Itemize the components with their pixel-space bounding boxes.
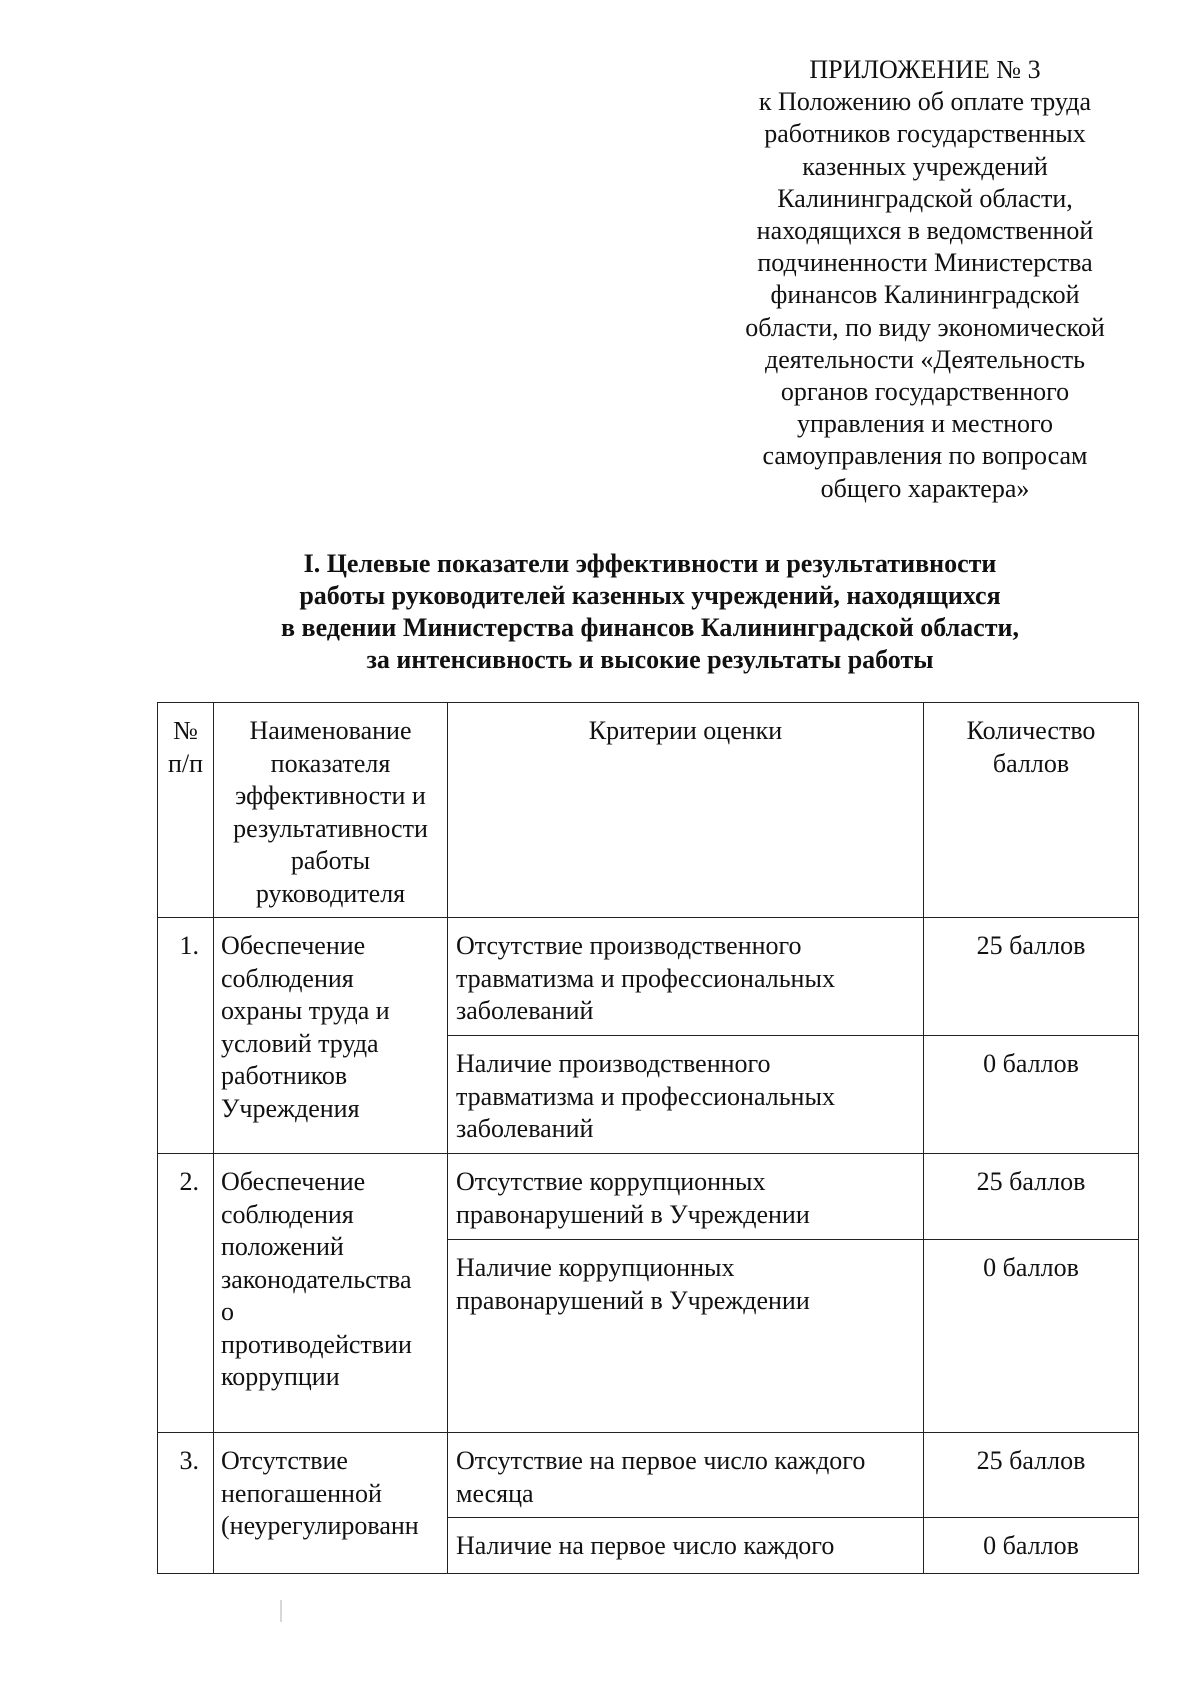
criteria-line: заболеваний [456,996,594,1025]
header-name-line: эффективности и [235,781,426,810]
appendix-line: финансов Калининградской [770,280,1080,310]
indicator-name-line: Отсутствие [221,1446,348,1475]
header-name-line: показателя [270,748,391,778]
points-cell: 0 баллов [924,1518,1139,1574]
indicator-name-line: соблюдения [221,1199,354,1229]
criteria-line: Наличие коррупционных [456,1253,735,1282]
appendix-line: деятельности «Деятельность [765,344,1085,374]
criteria-cell [448,918,924,1036]
indicator-name-line: противодействии [221,1329,412,1359]
criteria-line: правонарушений в Учреждении [456,1199,810,1229]
points-cell: 25 баллов [924,918,1139,1036]
header-points-line: баллов [992,748,1070,778]
criteria-cell [448,1154,924,1240]
points-cell: 25 баллов [924,1154,1139,1240]
appendix-line: самоуправления по вопросам [762,441,1088,471]
header-name-line: работы [290,846,371,875]
heading-line: I. Целевые показатели эффективности и результативности [303,549,997,578]
header-num-line: № [173,716,198,745]
heading-line: за интенсивность и высокие результаты работы [366,645,934,674]
indicator-name-line: охраны труда и [221,996,390,1025]
header-points-line: Количество [966,716,1096,745]
row-number: 1. [158,918,214,1154]
indicator-name-line: условий труда [221,1028,379,1058]
indicator-name-line: (неурегулированн [221,1511,419,1540]
criteria-line: правонарушений в Учреждении [456,1285,810,1315]
indicator-name-cell [214,1433,448,1574]
points-cell: 0 баллов [924,1036,1139,1154]
criteria-line: травматизма и профессиональных [456,1081,835,1111]
header-points-cell [924,703,1139,918]
criteria-line: травматизма и профессиональных [456,963,835,993]
criteria-line: Наличие на первое число каждого [456,1531,835,1560]
appendix-line: области, по виду экономической [745,312,1105,342]
header-num-line: п/п [167,748,204,778]
criteria-line: Отсутствие производственного [456,931,802,960]
indicator-name-line: соблюдения [221,963,354,993]
table-row [158,918,1139,1036]
criteria-line: заболеваний [456,1114,594,1143]
appendix-line: находящихся в ведомственной [756,216,1094,246]
criteria-cell [448,1240,924,1433]
header-name-cell [214,703,448,918]
appendix-line: общего характера» [820,473,1030,503]
header-num-cell [158,703,214,918]
criteria-line: Наличие производственного [456,1049,771,1078]
indicator-name-line: коррупции [221,1362,340,1391]
indicator-name-cell [214,1154,448,1433]
indicator-name-line: работников [221,1061,348,1090]
table-header-row [158,703,1139,918]
indicator-name-line: Обеспечение [221,1167,366,1196]
indicator-name-line: Учреждения [221,1093,360,1123]
appendix-line: органов государственного [780,377,1070,407]
appendix-title: ПРИЛОЖЕНИЕ № 3 [809,55,1041,84]
appendix-line: Калининградской области, [777,183,1073,213]
heading-line: в ведении Министерства финансов Калининградской области, [281,613,1019,642]
criteria-line: Отсутствие коррупционных [456,1167,766,1196]
header-name-line: результативности [233,813,428,843]
indicator-name-line: Обеспечение [221,931,366,960]
indicator-name-line: законодательства [221,1264,412,1294]
header-criteria-line: Критерии оценки [588,716,783,745]
criteria-cell [448,1433,924,1518]
appendix-line: к Положению об оплате труда [758,87,1092,117]
table-row [158,1433,1139,1518]
appendix-block [735,54,1115,505]
appendix-line: подчиненности Министерства [757,248,1093,278]
appendix-line: казенных учреждений [802,151,1048,181]
criteria-cell [448,1518,924,1574]
indicator-name-line: о [221,1297,234,1326]
table-row [158,1154,1139,1240]
criteria-table [157,702,1139,1574]
header-name-line: Наименование [249,716,412,745]
appendix-line: работников государственных [764,119,1086,149]
points-cell: 25 баллов [924,1433,1139,1518]
header-name-line: руководителя [255,878,406,908]
appendix-line: управления и местного [796,409,1054,439]
indicator-name-line: положений [221,1232,344,1261]
row-number: 2. [158,1154,214,1433]
section-heading [150,548,1150,676]
indicator-name-line: непогашенной [221,1478,382,1508]
indicator-name-cell [214,918,448,1154]
criteria-cell [448,1036,924,1154]
header-criteria-cell [448,703,924,918]
points-cell: 0 баллов [924,1240,1139,1433]
heading-line: работы руководителей казенных учреждений, находящихся [299,581,1001,610]
row-number: 3. [158,1433,214,1574]
criteria-line: месяца [456,1478,534,1508]
scan-mark [280,1600,282,1622]
criteria-line: Отсутствие на первое число каждого [456,1446,866,1475]
